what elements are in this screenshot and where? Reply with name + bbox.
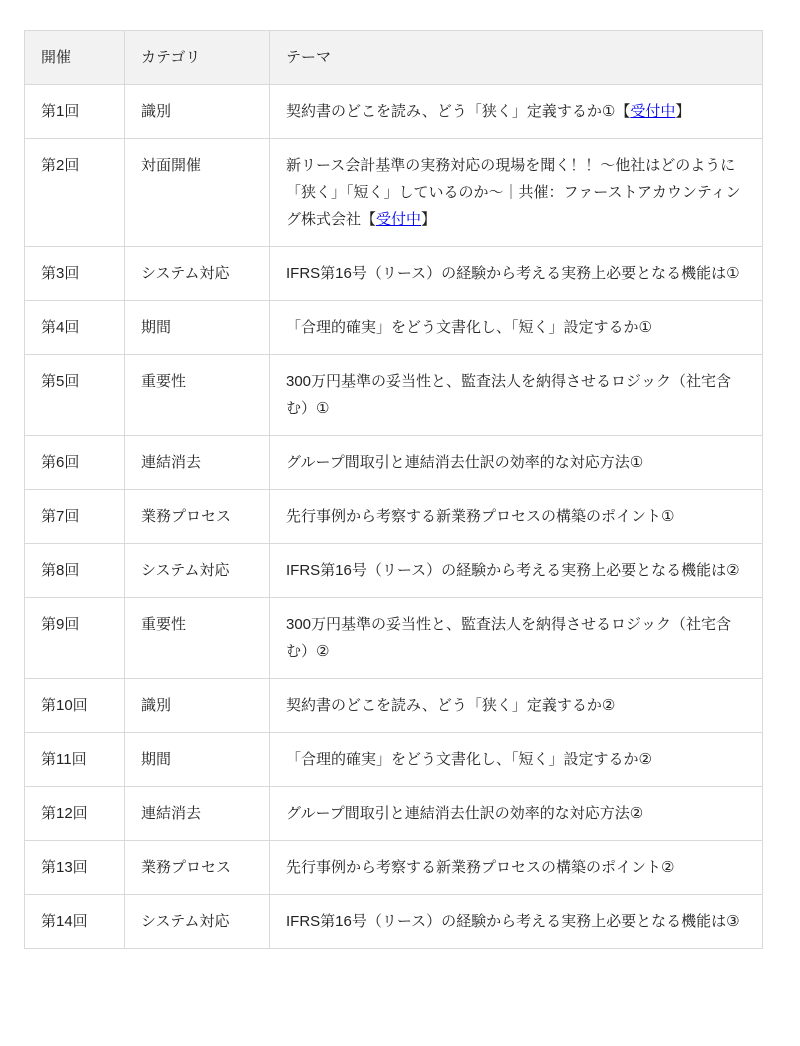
category-cell: 期間: [125, 733, 270, 787]
table-row: [25, 247, 763, 301]
theme-text: 300万円基準の妥当性と、監査法人を納得させるロジック（社宅含む）②: [286, 616, 732, 660]
theme-text: グループ間取引と連結消去仕訳の効率的な対応方法②: [286, 805, 644, 822]
table-row: [25, 301, 763, 355]
column-header-theme: テーマ: [270, 31, 763, 85]
category-cell: 期間: [125, 301, 270, 355]
theme-text: 契約書のどこを読み、どう「狭く」定義するか②: [286, 697, 616, 714]
table-row: [25, 895, 763, 949]
category-cell: 対面開催: [125, 139, 270, 247]
theme-text: 300万円基準の妥当性と、監査法人を納得させるロジック（社宅含む）①: [286, 373, 732, 417]
column-header-category: カテゴリ: [125, 31, 270, 85]
table-row: [25, 490, 763, 544]
session-cell: 第12回: [25, 787, 125, 841]
table-row: [25, 598, 763, 679]
theme-text: 】: [675, 103, 691, 120]
table-row: [25, 85, 763, 139]
theme-cell: [270, 733, 763, 787]
theme-cell: [270, 247, 763, 301]
theme-cell: [270, 598, 763, 679]
category-cell: 連結消去: [125, 787, 270, 841]
theme-text: IFRS第16号（リース）の経験から考える実務上必要となる機能は①: [286, 265, 740, 282]
table-row: [25, 841, 763, 895]
category-cell: システム対応: [125, 544, 270, 598]
session-cell: 第13回: [25, 841, 125, 895]
theme-cell: [270, 679, 763, 733]
theme-cell: [270, 787, 763, 841]
theme-text: 「合理的確実」をどう文書化し、「短く」設定するか②: [286, 751, 652, 768]
category-cell: 業務プロセス: [125, 490, 270, 544]
session-cell: 第6回: [25, 436, 125, 490]
theme-text: グループ間取引と連結消去仕訳の効率的な対応方法①: [286, 454, 644, 471]
session-cell: 第9回: [25, 598, 125, 679]
category-cell: 重要性: [125, 598, 270, 679]
theme-cell: [270, 841, 763, 895]
theme-cell: [270, 355, 763, 436]
theme-cell: [270, 85, 763, 139]
session-cell: 第8回: [25, 544, 125, 598]
theme-text: 先行事例から考察する新業務プロセスの構築のポイント②: [286, 859, 675, 876]
reception-open-link[interactable]: 受付中: [376, 211, 422, 228]
table-row: [25, 733, 763, 787]
reception-open-link[interactable]: 受付中: [630, 103, 676, 120]
table-row: [25, 787, 763, 841]
category-cell: システム対応: [125, 247, 270, 301]
theme-text: IFRS第16号（リース）の経験から考える実務上必要となる機能は②: [286, 562, 740, 579]
session-cell: 第4回: [25, 301, 125, 355]
theme-cell: [270, 139, 763, 247]
theme-cell: [270, 544, 763, 598]
session-cell: 第5回: [25, 355, 125, 436]
table-row: [25, 436, 763, 490]
seminar-schedule-table: [24, 30, 763, 949]
theme-cell: [270, 301, 763, 355]
category-cell: 業務プロセス: [125, 841, 270, 895]
table-row: [25, 355, 763, 436]
category-cell: 識別: [125, 85, 270, 139]
category-cell: 重要性: [125, 355, 270, 436]
table-row: [25, 139, 763, 247]
session-cell: 第2回: [25, 139, 125, 247]
session-cell: 第1回: [25, 85, 125, 139]
table-row: [25, 679, 763, 733]
session-cell: 第7回: [25, 490, 125, 544]
column-header-session: 開催: [25, 31, 125, 85]
table-body: [25, 85, 763, 949]
theme-cell: [270, 895, 763, 949]
theme-text: 「合理的確実」をどう文書化し、「短く」設定するか①: [286, 319, 652, 336]
category-cell: 識別: [125, 679, 270, 733]
table-row: [25, 544, 763, 598]
theme-text: 新リース会計基準の実務対応の現場を聞く！！〜他社はどのように「狭く」「短く」しているのか〜｜共催：ファーストアカウンティング株式会社【: [286, 157, 741, 228]
theme-text: IFRS第16号（リース）の経験から考える実務上必要となる機能は③: [286, 913, 740, 930]
session-cell: 第10回: [25, 679, 125, 733]
session-cell: 第3回: [25, 247, 125, 301]
theme-text: 契約書のどこを読み、どう「狭く」定義するか①【: [286, 103, 631, 120]
theme-cell: [270, 436, 763, 490]
header-row: [25, 31, 763, 85]
session-cell: 第14回: [25, 895, 125, 949]
theme-cell: [270, 490, 763, 544]
category-cell: 連結消去: [125, 436, 270, 490]
theme-text: 先行事例から考察する新業務プロセスの構築のポイント①: [286, 508, 675, 525]
theme-text: 】: [421, 211, 437, 228]
session-cell: 第11回: [25, 733, 125, 787]
category-cell: システム対応: [125, 895, 270, 949]
